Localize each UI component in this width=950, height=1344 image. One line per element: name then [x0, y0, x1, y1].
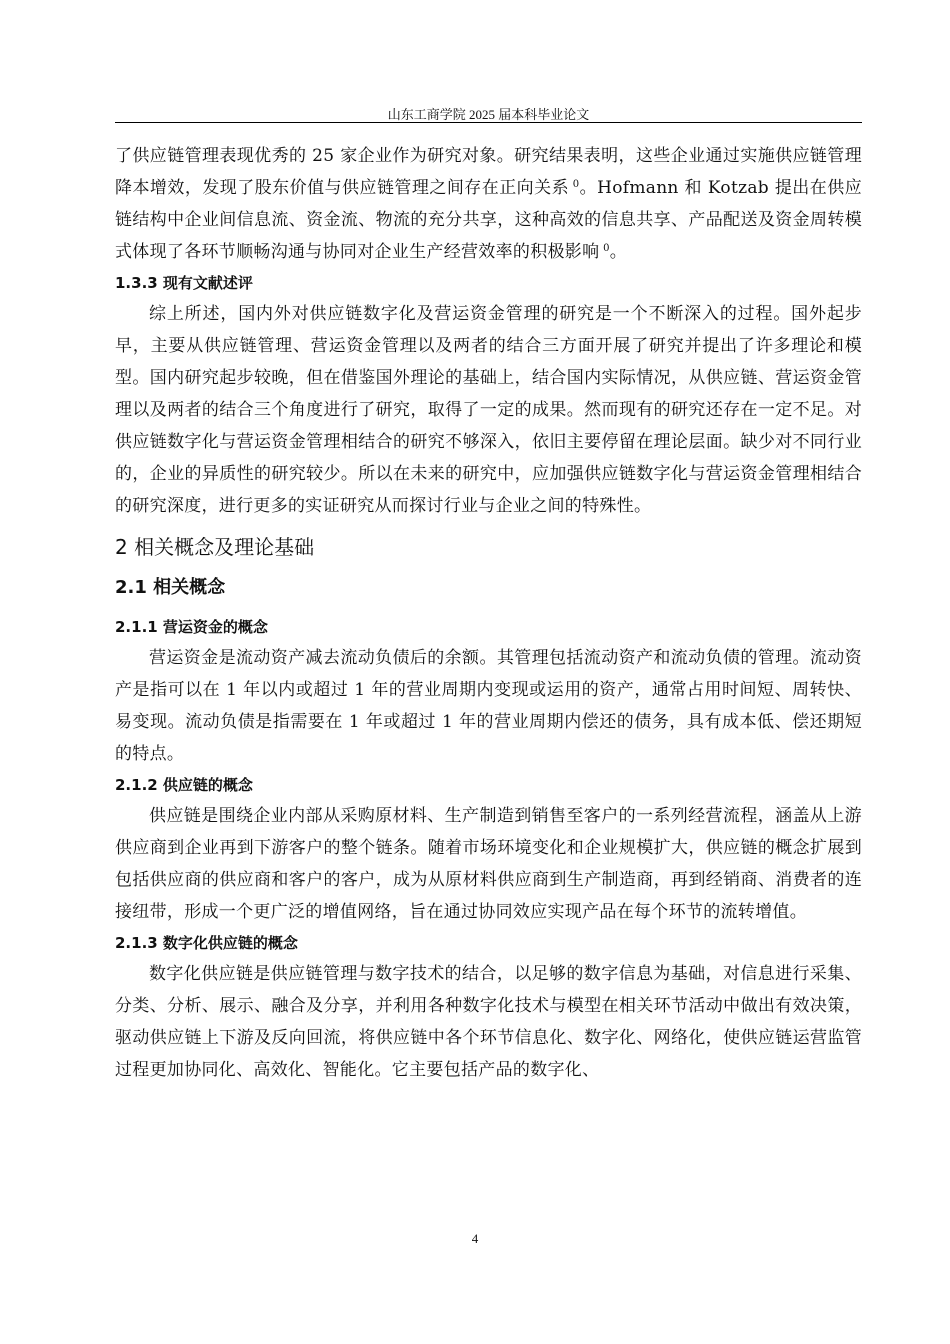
paragraph-working-capital: 营运资金是流动资产减去流动负债后的余额。其管理包括流动资产和流动负债的管理。流动资产是指可以在 1 年以内或超过 1 年的营业周期内变现或运用的资产，通常占用时间短、周转快、易变现。流动负债是指需要在 1 年或超过 1 年的营业周期内偿还的债务，具有成本低、偿还期短的特点。 [115, 648, 862, 764]
paragraph-literature-review: 综上所述，国内外对供应链数字化及营运资金管理的研究是一个不断深入的过程。国外起步早，主要从供应链管理、营运资金管理以及两者的结合三方面开展了研究并提出了许多理论和模型。国内研究起步较晚，但在借鉴国外理论的基础上，结合国内实际情况，从供应链、营运资金管理以及两者的结合三个角度进行了研究，取得了一定的成果。然而现有的研究还存在一定不足。对供应链数字化与营运资金管理相结合的研究不够深入，依旧主要停留在理论层面。缺少对不同行业的，企业的异质性的研究较少。所以在未来的研究中，应加强供应链数字化与营运资金管理相结合的研究深度，进行更多的实证研究从而探讨行业与企业之间的特殊性。 [115, 304, 862, 516]
heading-chapter-2: 2 相关概念及理论基础 [115, 535, 315, 559]
citation-ref: 0 [603, 243, 610, 254]
intro-text-2: 。Hofmann 和 Kotzab 提出在供应链结构中企业间信息流、资金流、物流的充分共享，这种高效的信息共享、产品配送及资金周转模式体现了各环节顺畅沟通与协同对企业生产经营效率的积极影响 [115, 178, 862, 262]
paragraph-supply-chain: 供应链是围绕企业内部从采购原材料、生产制造到销售至客户的一系列经营流程，涵盖从上游供应商到企业再到下游客户的整个链条。随着市场环境变化和企业规模扩大，供应链的概念扩展到包括供应商的供应商和客户的客户，成为从原材料供应商到生产制造商，再到经销商、消费者的连接纽带，形成一个更广泛的增值网络，旨在通过协同效应实现产品在每个环节的流转增值。 [115, 806, 862, 922]
heading-2-1: 2.1 相关概念 [115, 577, 226, 598]
page-body [115, 140, 862, 1086]
paragraph-intro [115, 140, 862, 268]
paragraph-digital-supply-chain: 数字化供应链是供应链管理与数字技术的结合，以足够的数字信息为基础，对信息进行采集、分类、分析、展示、融合及分享，并利用各种数字化技术与模型在相关环节活动中做出有效决策，驱动供应链上下游及反向回流，将供应链中各个环节信息化、数字化、网络化，使供应链运营监管过程更加协同化、高效化、智能化。它主要包括产品的数字化、 [115, 964, 862, 1080]
heading-2-1-2: 2.1.2 供应链的概念 [115, 776, 253, 794]
heading-2-1-1: 2.1.1 营运资金的概念 [115, 618, 268, 636]
citation-ref: 0 [572, 179, 580, 190]
page-number: 4 [471, 1231, 479, 1246]
intro-text-3: 。 [609, 242, 628, 262]
header-rule [115, 122, 862, 123]
heading-1-3-3: 1.3.3 现有文献述评 [115, 274, 253, 292]
heading-2-1-3: 2.1.3 数字化供应链的概念 [115, 934, 298, 952]
running-header: 山东工商学院 2025 届本科毕业论文 [387, 107, 590, 122]
intro-text-1: 了供应链管理表现优秀的 25 家企业作为研究对象。研究结果表明，这些企业通过实施供应链管理降本增效，发现了股东价值与供应链管理之间存在正向关系 [115, 146, 862, 198]
